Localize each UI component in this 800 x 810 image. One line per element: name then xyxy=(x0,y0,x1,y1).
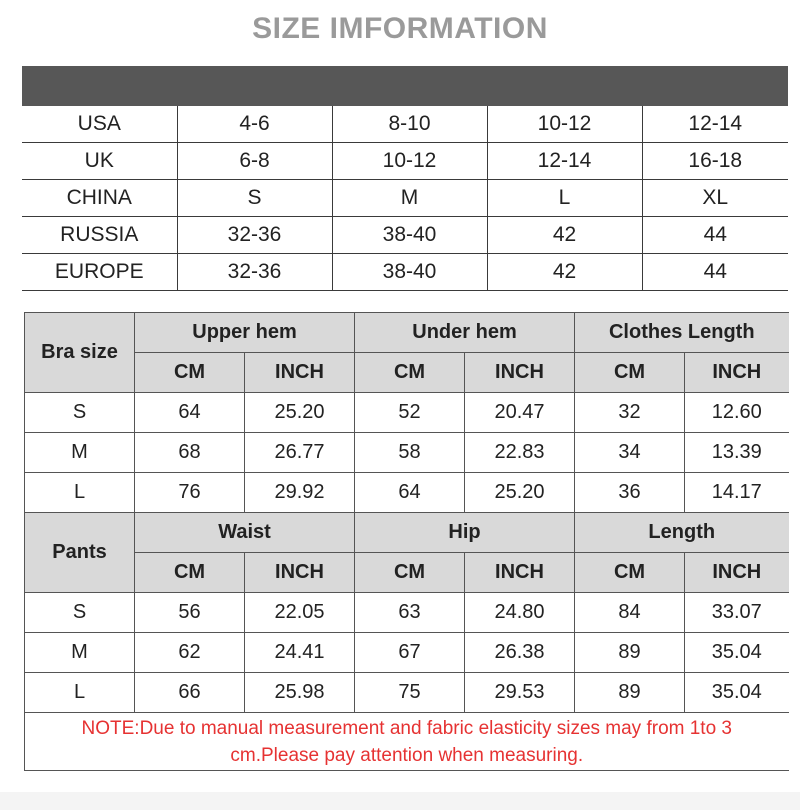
size-label: L xyxy=(25,673,135,713)
table-row xyxy=(25,593,789,633)
table-row xyxy=(25,673,789,713)
size-cell: 8-10 xyxy=(332,106,487,143)
size-cell: 44 xyxy=(642,254,788,291)
unit-header: INCH xyxy=(465,353,575,393)
value-cell: 33.07 xyxy=(685,593,789,633)
unit-header: CM xyxy=(575,553,685,593)
conversion-row-russia xyxy=(22,217,788,254)
column-group-header: Hip xyxy=(355,513,575,553)
unit-header: CM xyxy=(355,553,465,593)
value-cell: 64 xyxy=(355,473,465,513)
value-cell: 66 xyxy=(135,673,245,713)
bottom-strip xyxy=(0,792,800,810)
size-cell: 38-40 xyxy=(332,254,487,291)
value-cell: 58 xyxy=(355,433,465,473)
value-cell: 22.05 xyxy=(245,593,355,633)
size-cell: M xyxy=(332,180,487,217)
value-cell: 25.20 xyxy=(245,393,355,433)
value-cell: 20.47 xyxy=(465,393,575,433)
page-title: SIZE IMFORMATION xyxy=(252,12,548,45)
value-cell: 12.60 xyxy=(685,393,789,433)
value-cell: 24.41 xyxy=(245,633,355,673)
size-cell: 10-12 xyxy=(332,143,487,180)
conversion-row-uk xyxy=(22,143,788,180)
size-cell: 44 xyxy=(642,217,788,254)
size-label: M xyxy=(25,433,135,473)
size-cell: 4-6 xyxy=(177,106,332,143)
value-cell: 35.04 xyxy=(685,633,789,673)
pants-unit-row xyxy=(25,553,789,593)
value-cell: 35.04 xyxy=(685,673,789,713)
table-row xyxy=(25,633,789,673)
value-cell: 26.38 xyxy=(465,633,575,673)
size-cell: 42 xyxy=(487,254,642,291)
size-cell: 12-14 xyxy=(487,143,642,180)
size-label: L xyxy=(25,473,135,513)
value-cell: 13.39 xyxy=(685,433,789,473)
value-cell: 76 xyxy=(135,473,245,513)
value-cell: 26.77 xyxy=(245,433,355,473)
value-cell: 29.53 xyxy=(465,673,575,713)
value-cell: 67 xyxy=(355,633,465,673)
bra-size-label: Bra size xyxy=(25,313,135,393)
unit-header: INCH xyxy=(465,553,575,593)
column-group-header: Upper hem xyxy=(135,313,355,353)
unit-header: CM xyxy=(135,553,245,593)
value-cell: 24.80 xyxy=(465,593,575,633)
size-label: S xyxy=(25,593,135,633)
value-cell: 25.20 xyxy=(465,473,575,513)
region-label: USA xyxy=(22,106,177,143)
value-cell: 36 xyxy=(575,473,685,513)
note-row xyxy=(25,713,789,771)
value-cell: 63 xyxy=(355,593,465,633)
size-cell: XL xyxy=(642,180,788,217)
size-label: S xyxy=(25,393,135,433)
column-group-header: Waist xyxy=(135,513,355,553)
size-cell: S xyxy=(177,180,332,217)
column-group-header: Under hem xyxy=(355,313,575,353)
size-cell: 12-14 xyxy=(642,106,788,143)
region-label: UK xyxy=(22,143,177,180)
pants-header-row xyxy=(25,513,789,553)
value-cell: 68 xyxy=(135,433,245,473)
column-group-header: Length xyxy=(575,513,789,553)
region-label: CHINA xyxy=(22,180,177,217)
value-cell: 64 xyxy=(135,393,245,433)
size-cell: 10-12 xyxy=(487,106,642,143)
unit-header: CM xyxy=(575,353,685,393)
size-cell: 32-36 xyxy=(177,254,332,291)
value-cell: 29.92 xyxy=(245,473,355,513)
value-cell: 84 xyxy=(575,593,685,633)
conversion-row-europe xyxy=(22,254,788,291)
size-label: M xyxy=(25,633,135,673)
unit-header: INCH xyxy=(245,353,355,393)
value-cell: 22.83 xyxy=(465,433,575,473)
size-cell: L xyxy=(487,180,642,217)
unit-header: INCH xyxy=(685,553,789,593)
size-conversion-table xyxy=(22,66,788,291)
region-label: RUSSIA xyxy=(22,217,177,254)
value-cell: 62 xyxy=(135,633,245,673)
value-cell: 89 xyxy=(575,673,685,713)
value-cell: 34 xyxy=(575,433,685,473)
conversion-header-bar xyxy=(22,67,788,106)
size-cell: 16-18 xyxy=(642,143,788,180)
table-row xyxy=(25,433,789,473)
value-cell: 56 xyxy=(135,593,245,633)
unit-header: CM xyxy=(355,353,465,393)
bra-header-row xyxy=(25,313,789,353)
unit-header: INCH xyxy=(245,553,355,593)
measurement-note: NOTE:Due to manual measurement and fabric elasticity sizes may from 1to 3 cm.Please pay attention when measuring. xyxy=(25,713,789,771)
column-group-header: Clothes Length xyxy=(575,313,789,353)
value-cell: 75 xyxy=(355,673,465,713)
value-cell: 25.98 xyxy=(245,673,355,713)
size-cell: 32-36 xyxy=(177,217,332,254)
size-cell: 6-8 xyxy=(177,143,332,180)
size-cell: 38-40 xyxy=(332,217,487,254)
conversion-row-china xyxy=(22,180,788,217)
table-row xyxy=(25,393,789,433)
value-cell: 89 xyxy=(575,633,685,673)
value-cell: 32 xyxy=(575,393,685,433)
unit-header: INCH xyxy=(685,353,789,393)
pants-label: Pants xyxy=(25,513,135,593)
conversion-row-usa xyxy=(22,106,788,143)
value-cell: 14.17 xyxy=(685,473,789,513)
size-cell: 42 xyxy=(487,217,642,254)
region-label: EUROPE xyxy=(22,254,177,291)
table-row xyxy=(25,473,789,513)
bra-unit-row xyxy=(25,353,789,393)
value-cell: 52 xyxy=(355,393,465,433)
unit-header: CM xyxy=(135,353,245,393)
measurement-table xyxy=(24,312,789,771)
